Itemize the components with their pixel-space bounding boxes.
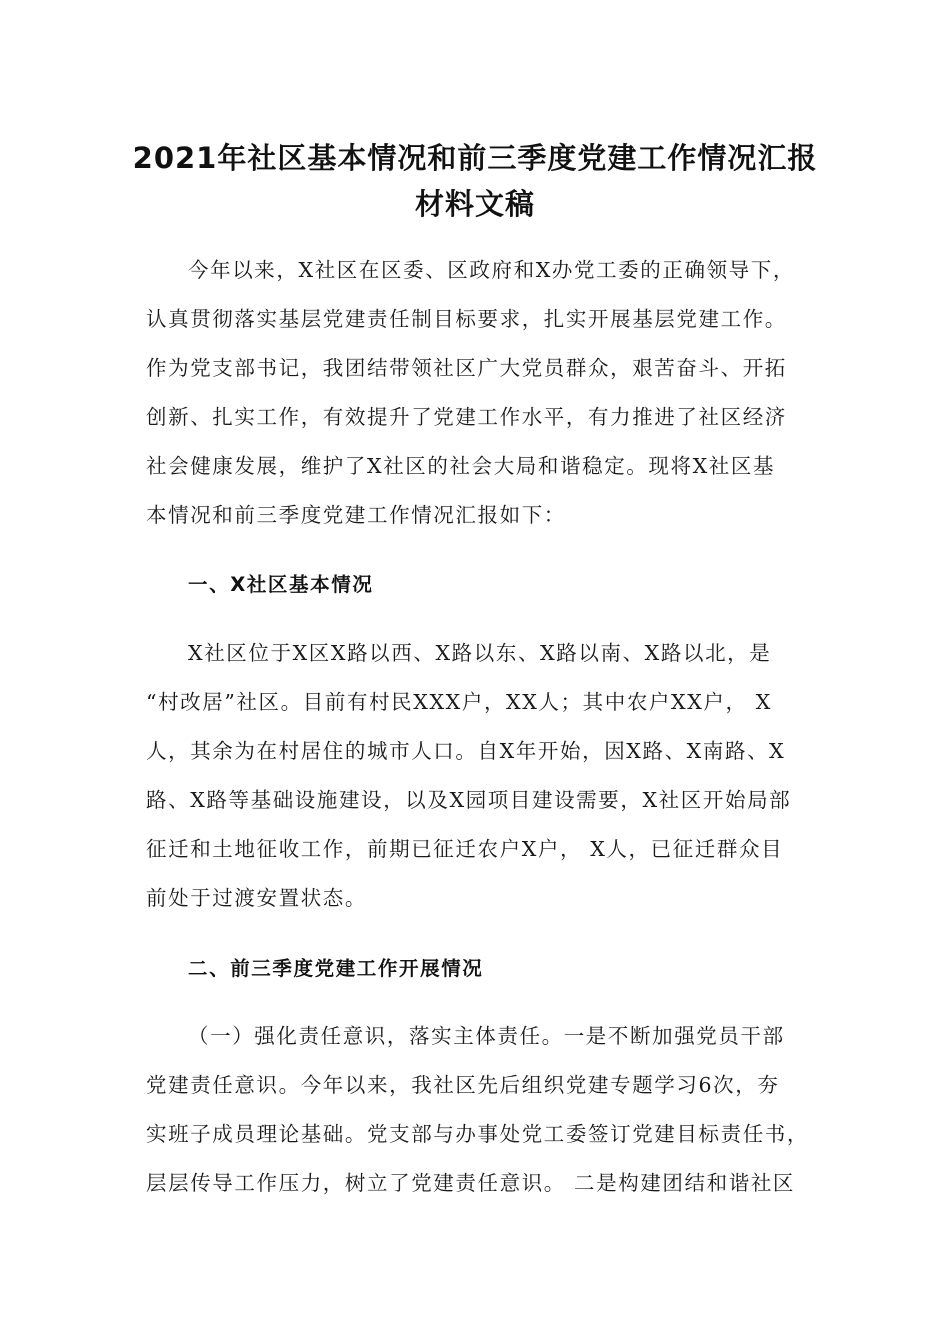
paragraph-1-line-5: 社会健康发展，维护了X社区的社会大局和谐稳定。现将X社区基 xyxy=(146,454,776,478)
document-title-line-2: 材料文稿 xyxy=(414,187,535,221)
paragraph-2-line-6: 前处于过渡安置状态。 xyxy=(146,886,367,910)
paragraph-1-line-6: 本情况和前三季度党建工作情况汇报如下： xyxy=(146,503,566,527)
document-title-line-1: 2021年社区基本情况和前三季度党建工作情况汇报 xyxy=(132,141,818,175)
paragraph-2-line-5: 征迁和土地征收工作，前期已征迁农户X户， X人，已征迁群众目 xyxy=(146,837,784,861)
section-heading-1: 一、X社区基本情况 xyxy=(188,573,374,596)
paragraph-3-line-3: 实班子成员理论基础。党支部与办事处党工委签订党建目标责任书， xyxy=(146,1122,809,1146)
paragraph-2-line-2: “村改居”社区。目前有村民XXX户，XX人；其中农户XX户， X xyxy=(146,690,772,714)
paragraph-1-line-3: 作为党支部书记，我团结带领社区广大党员群众，艰苦奋斗、开拓 xyxy=(146,356,787,380)
paragraph-2-line-3: 人，其余为在村居住的城市人口。自X年开始，因X路、X南路、X xyxy=(146,739,786,763)
section-heading-2: 二、前三季度党建工作开展情况 xyxy=(188,957,484,980)
paragraph-1-line-2: 认真贯彻落实基层党建责任制目标要求，扎实开展基层党建工作。 xyxy=(146,307,787,331)
paragraph-2-line-4: 路、X路等基础设施建设，以及X园项目建设需要，X社区开始局部 xyxy=(146,788,792,812)
paragraph-3-line-2: 党建责任意识。今年以来，我社区先后组织党建专题学习6次，夯 xyxy=(146,1073,780,1097)
paragraph-3-line-1: （一）强化责任意识，落实主体责任。一是不断加强党员干部 xyxy=(188,1024,785,1048)
paragraph-1-line-4: 创新、扎实工作，有效提升了党建工作水平，有力推进了社区经济 xyxy=(146,405,787,429)
paragraph-1-line-1: 今年以来，X社区在区委、区政府和X办党工委的正确领导下， xyxy=(188,258,795,282)
paragraph-3-line-4: 层层传导工作压力，树立了党建责任意识。 二是构建团结和谐社区 xyxy=(146,1171,796,1195)
paragraph-2-line-1: X社区位于X区X路以西、X路以东、X路以南、X路以北，是 xyxy=(188,641,772,665)
